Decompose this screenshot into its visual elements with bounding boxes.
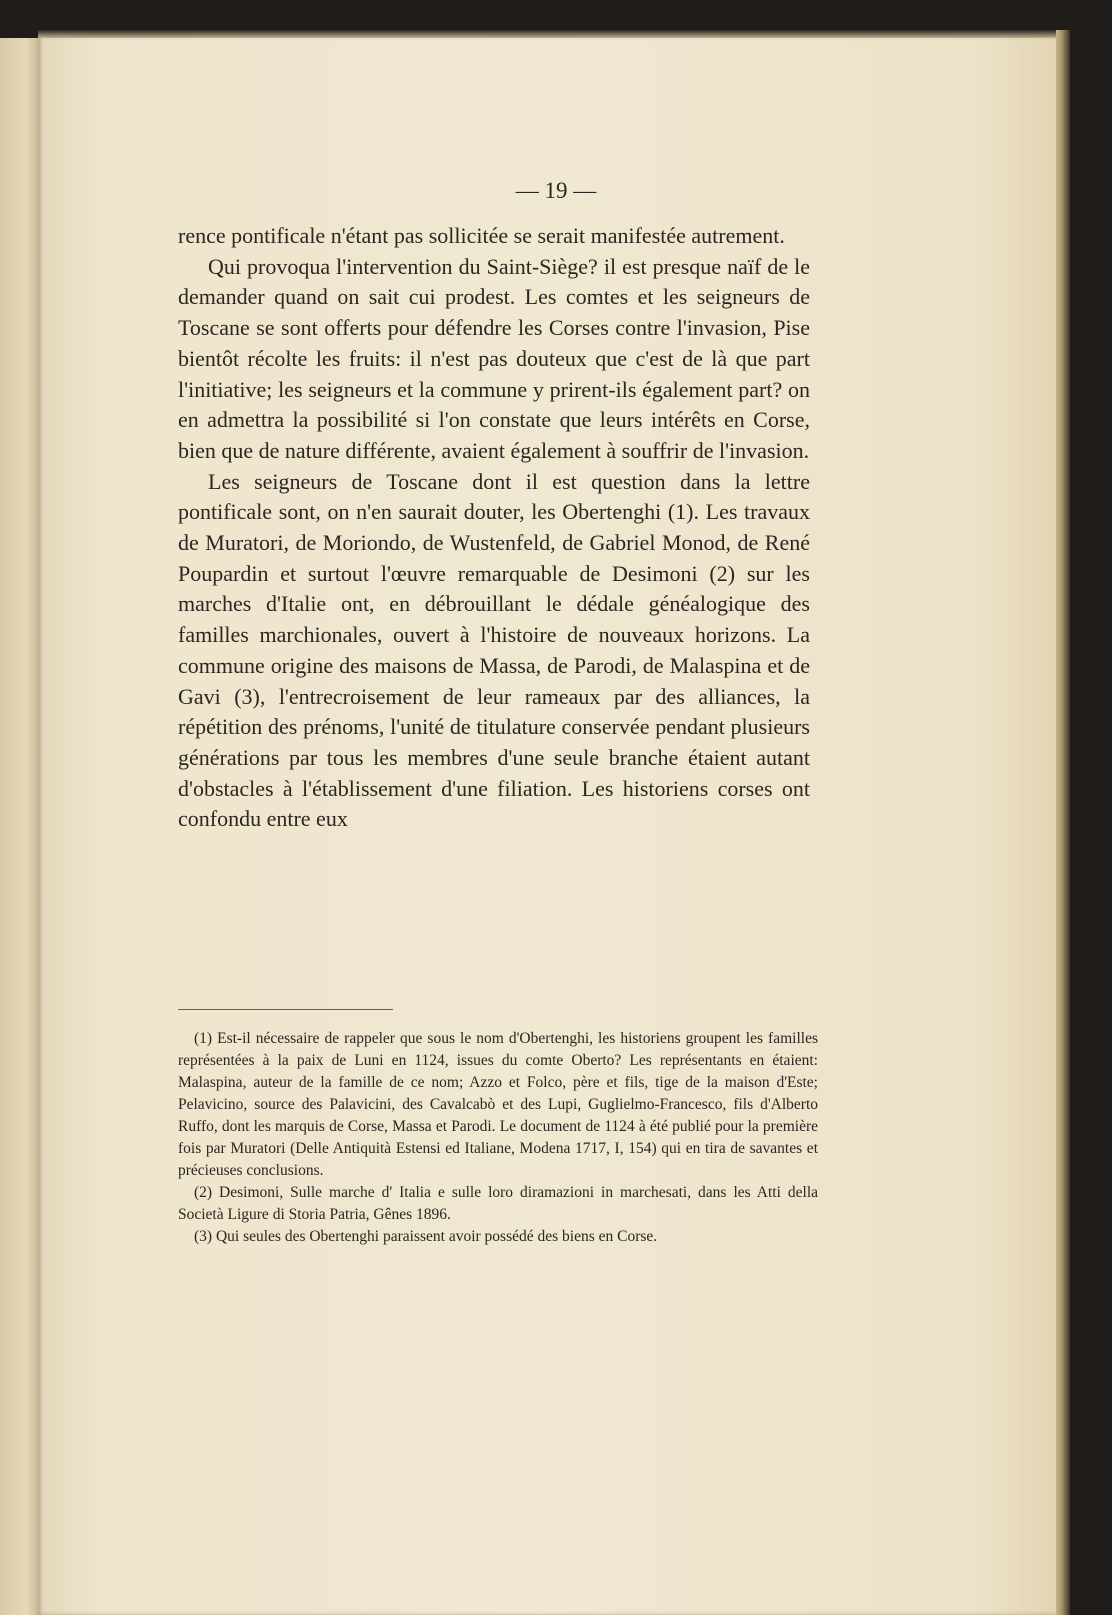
paragraph: Les seigneurs de Toscane dont il est question dans la lettre pontificale sont, on n'en saurait douter, les Obertenghi (1). Les travaux de Muratori, de Moriondo, de Wustenfeld, de Gabriel Monod, de René Poupardin et surtout l'œuvre remarquable de Desimoni (2) sur les marches d'Italie ont, en débrouillant le dédale généalogique des familles marchionales, ouvert à l'histoire de nouveaux horizons. La commune origine des maisons de Massa, de Parodi, de Malaspina et de Gavi (3), l'entrecroisement de leur rameaux par des alliances, la répétition des prénoms, l'unité de titulature conservée pendant plusieurs générations par tous les membres d'une seule branche étaient autant d'obstacles à l'établissement d'une filiation. Les historiens corses ont confondu entre eux: [178, 468, 810, 832]
page-right-edge: [1056, 30, 1070, 1615]
footnote: (2) Desimoni, Sulle marche d' Italia e sulle loro diramazioni in marchesati, dans les Atti della Società Ligure di Storia Patria, Gênes 1896.: [178, 1184, 818, 1223]
paragraph: Qui provoqua l'intervention du Saint-Siège? il est presque naïf de le demander quand on sait cui prodest. Les comtes et les seigneurs de Toscane se sont offerts pour défendre les Corses contre l'invasion, Pise bientôt récolte les fruits: il n'est pas douteux que c'est de là que part l'initiative; les seigneurs et la commune y prirent-ils également part? on en admettra la possibilité si l'on constate que leurs intérêts en Corse, bien que de nature différente, avaient également à souffrir de l'invasion.: [178, 253, 810, 463]
body-text: [178, 221, 810, 835]
page-top-edge: [38, 30, 1058, 38]
footnote: (3) Qui seules des Obertenghi paraissent avoir possédé des biens en Corse.: [194, 1228, 658, 1245]
footnote: (1) Est-il nécessaire de rappeler que sous le nom d'Obertenghi, les historiens groupent les familles représentées à la paix de Luni en 1124, issues du comte Oberto? Les représentants en étaient: Malaspina, auteur de la famille de ce nom; Azzo et Folco, père et fils, tige de la maison d'Este; Pelavicino, source des Palavicini, des Cavalcabò et des Lupi, Guglielmo-Francesco, fils d'Alberto Ruffo, dont les marquis de Corse, Massa et Parodi. Le document de 1124 à été publié pour la première fois par Muratori (Delle Antiquità Estensi ed Italiane, Modena 1717, I, 154) qui en tira de savantes et précieuses conclusions.: [178, 1030, 818, 1179]
footnotes: [178, 1028, 818, 1248]
paragraph: rence pontificale n'étant pas sollicitée se serait manifestée autrement.: [178, 223, 785, 248]
footnote-rule: [178, 1009, 393, 1010]
previous-page-edge: [0, 38, 38, 1615]
page-number: — 19 —: [515, 178, 597, 203]
